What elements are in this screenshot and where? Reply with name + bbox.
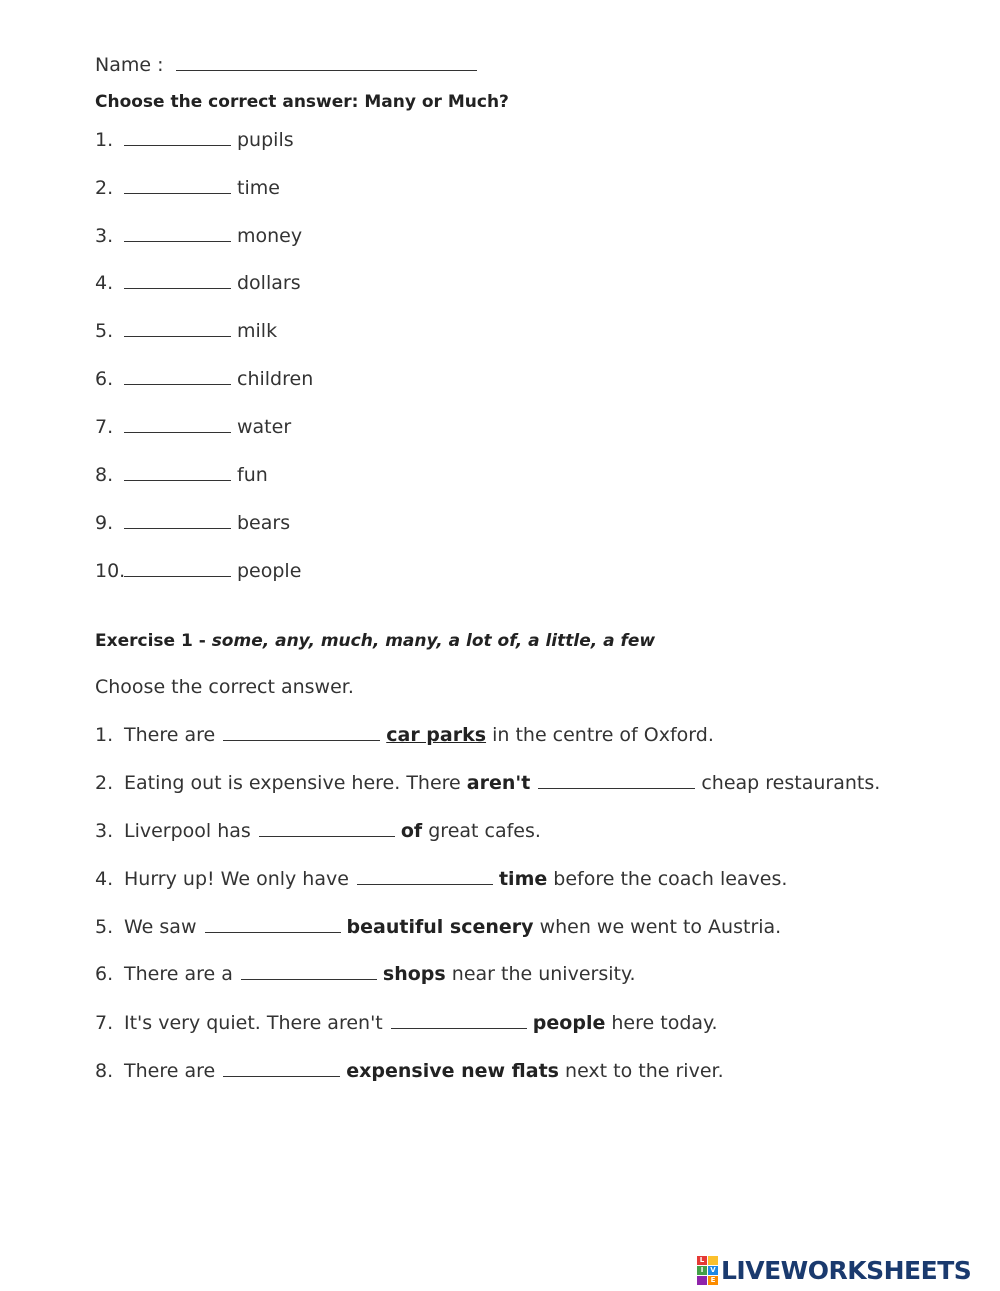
answer-blank[interactable] [124,414,231,433]
sentence-end: next to the river. [565,1060,724,1082]
list-item [95,558,301,582]
item-word: people [237,560,302,582]
answer-blank[interactable] [124,175,231,194]
name-input-line[interactable] [176,52,477,71]
sentence-end: near the university. [451,963,636,985]
sentence-end: before the coach leaves. [553,868,788,890]
keyword: time [498,868,548,890]
answer-blank[interactable] [538,770,695,789]
answer-blank[interactable] [205,914,341,933]
exercise1-title [95,629,655,653]
sentence-end: in the centre of Oxford. [492,724,714,746]
item-word: dollars [237,272,301,294]
item-number: 10. [95,560,126,582]
item-word: pupils [237,129,294,151]
sentence-start: Eating out is expensive here. There [124,772,461,794]
exercise1-title-prefix: Exercise 1 - [95,631,212,651]
item-word: milk [237,320,278,342]
logo-block: V [708,1266,718,1275]
sentence-start: Hurry up! We only have [124,868,349,890]
logo-blocks-icon [697,1256,718,1285]
item-number: 9. [95,512,114,534]
keyword: aren't [466,772,531,794]
list-item [95,366,313,390]
answer-blank[interactable] [357,866,493,885]
answer-blank[interactable] [223,1058,340,1077]
name-row [95,52,483,76]
keyword: beautiful scenery [346,916,534,938]
list-item [95,1010,718,1034]
sentence-end: great cafes. [428,820,541,842]
list-item [95,175,280,199]
logo-block [697,1276,707,1285]
list-item [95,866,787,890]
item-number: 5. [95,320,114,342]
item-number: 5. [95,916,114,938]
item-word: fun [237,464,268,486]
sentence-end: when we went to Austria. [539,916,782,938]
sentence-end: cheap restaurants. [701,772,881,794]
list-item [95,462,268,486]
item-number: 6. [95,963,114,985]
item-number: 7. [95,1012,114,1034]
list-item [95,510,290,534]
answer-blank[interactable] [124,318,231,337]
logo-block: E [708,1276,718,1285]
item-number: 7. [95,416,114,438]
exercise1-instruction: Choose the correct answer. [95,676,354,698]
part1-title: Choose the correct answer: Many or Much? [95,92,509,112]
sentence-start: There are a [124,963,233,985]
list-item [95,223,302,247]
list-item [95,270,301,294]
item-number: 3. [95,820,114,842]
logo-block: I [697,1266,707,1275]
item-number: 4. [95,868,114,890]
item-number: 2. [95,177,114,199]
exercise1-title-words: some, any, much, many, a lot of, a little, a few [211,631,656,651]
item-number: 3. [95,225,114,247]
sentence-end: here today. [611,1012,718,1034]
list-item [95,770,880,794]
item-number: 4. [95,272,114,294]
answer-blank[interactable] [124,127,231,146]
name-label: Name : [95,54,164,76]
keyword: of [400,820,423,842]
keyword: shops [382,963,446,985]
brand-text: LIVEWORKSHEETS [721,1255,972,1285]
keyword: car parks [386,724,487,746]
item-word: time [237,177,280,199]
sentence-start: There are [124,724,216,746]
answer-blank[interactable] [124,366,231,385]
answer-blank[interactable] [124,223,231,242]
item-word: children [237,368,314,390]
logo-block [708,1256,718,1265]
sentence-start: We saw [124,916,197,938]
item-word: bears [237,512,291,534]
item-number: 1. [95,129,114,151]
answer-blank[interactable] [124,558,231,577]
answer-blank[interactable] [241,961,377,980]
item-number: 8. [95,1060,114,1082]
item-word: water [237,416,292,438]
item-number: 8. [95,464,114,486]
list-item [95,414,291,438]
item-number: 6. [95,368,114,390]
answer-blank[interactable] [391,1010,527,1029]
item-number: 1. [95,724,114,746]
answer-blank[interactable] [124,270,231,289]
list-item [95,818,541,842]
answer-blank[interactable] [223,722,380,741]
answer-blank[interactable] [259,818,395,837]
list-item [95,914,781,938]
list-item [95,127,294,151]
answer-blank[interactable] [124,462,231,481]
item-number: 2. [95,772,114,794]
answer-blank[interactable] [124,510,231,529]
keyword: expensive new flats [346,1060,559,1082]
sentence-start: It's very quiet. There aren't [124,1012,383,1034]
list-item [95,961,636,985]
keyword: people [532,1012,606,1034]
item-word: money [237,225,303,247]
list-item [95,1058,724,1082]
sentence-start: Liverpool has [124,820,251,842]
sentence-start: There are [124,1060,216,1082]
list-item [95,722,714,746]
logo-block: L [697,1256,707,1265]
liveworksheets-logo [697,1253,971,1287]
list-item [95,318,277,342]
